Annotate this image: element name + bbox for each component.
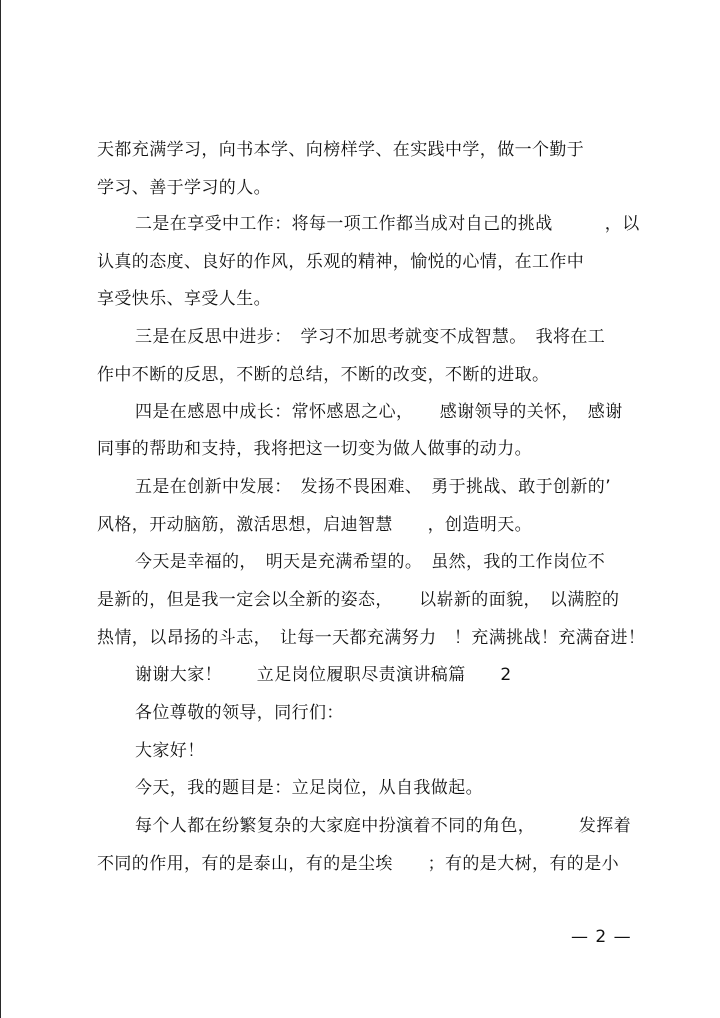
text-line: 二是在享受中工作：将每一项工作都当成对自己的挑战 ，以 bbox=[135, 214, 640, 234]
text-line: 是新的，但是我一定会以全新的姿态， 以崭新的面貌， 以满腔的 bbox=[97, 590, 620, 610]
text-line: 享受快乐、享受人生。 bbox=[97, 289, 271, 309]
text-line: 五是在创新中发展： 发扬不畏困难、 勇于挑战、敢于创新的’ bbox=[135, 477, 612, 497]
text-line: 天都充满学习，向书本学、向榜样学、在实践中学，做一个勤于 bbox=[97, 140, 585, 160]
text-line: 三是在反思中进步： 学习不加思考就变不成智慧。 我将在工 bbox=[135, 327, 606, 347]
text-line: 今天是幸福的， 明天是充满希望的。 虽然，我的工作岗位不 bbox=[135, 552, 606, 572]
text-line: 四是在感恩中成长：常怀感恩之心， 感谢领导的关怀， 感谢 bbox=[135, 402, 623, 422]
text-line: 谢谢大家！ 立足岗位履职尽责演讲稿篇 2 bbox=[135, 665, 512, 685]
text-line: 认真的态度、良好的作风，乐观的精神，愉悦的心情，在工作中 bbox=[97, 252, 585, 272]
text-line: 风格，开动脑筋，激活思想，启迪智慧 ，创造明天。 bbox=[97, 515, 532, 535]
text-line: 热情，以昂扬的斗志， 让每一天都充满努力 ！充满挑战！充满奋进！ bbox=[97, 628, 646, 648]
text-line: 今天，我的题目是：立足岗位，从自我做起。 bbox=[135, 778, 483, 798]
text-line: 每个人都在纷繁复杂的大家庭中扮演着不同的角色， 发挥着 bbox=[135, 816, 632, 836]
text-line: 大家好！ bbox=[135, 741, 205, 761]
text-line: 学习、善于学习的人。 bbox=[97, 178, 271, 198]
text-line: 同事的帮助和支持，我将把这一切变为做人做事的动力。 bbox=[97, 439, 532, 459]
text-line: 作中不断的反思，不断的总结，不断的改变，不断的进取。 bbox=[97, 365, 550, 385]
page-number: — 2 — bbox=[571, 927, 632, 947]
text-line: 不同的作用，有的是泰山，有的是尘埃 ；有的是大树，有的是小 bbox=[97, 854, 619, 874]
text-line: 各位尊敬的领导，同行们： bbox=[135, 703, 344, 723]
